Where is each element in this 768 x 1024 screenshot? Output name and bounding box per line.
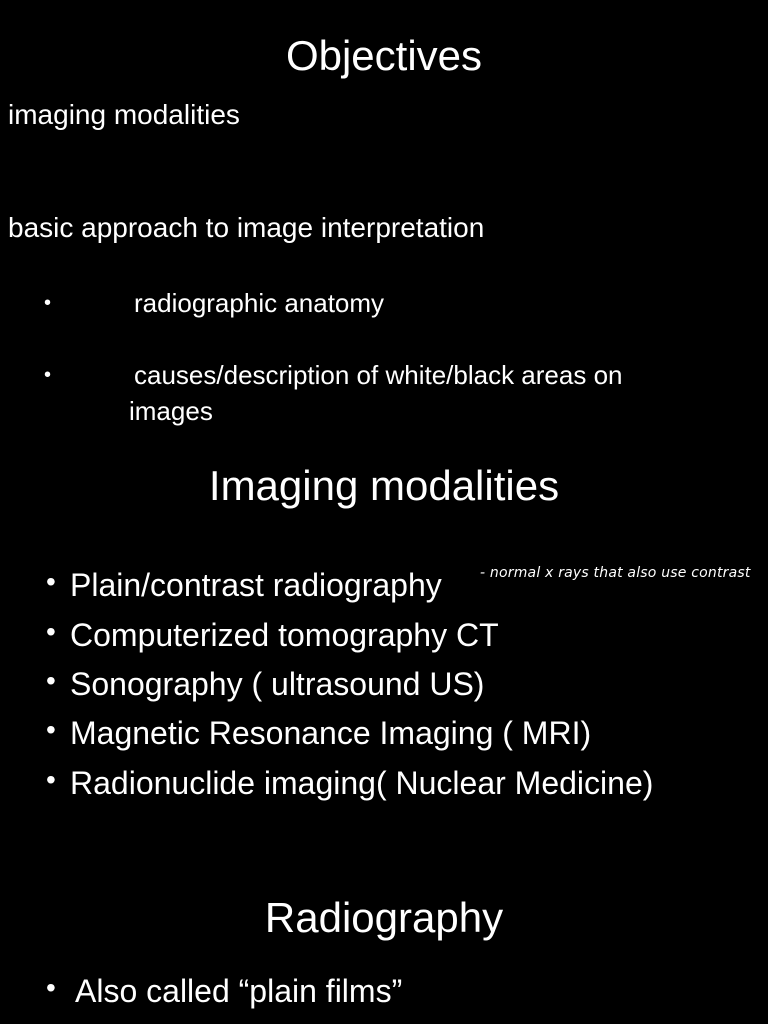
radiography-item-also-called-plain-films: Also called “plain films” bbox=[75, 973, 403, 1009]
handwritten-annotation: - normal x rays that also use contrast bbox=[480, 565, 751, 581]
modalities-bullet-1: • bbox=[46, 566, 56, 597]
radiography-bullet-1: • bbox=[46, 972, 56, 1003]
objectives-sub-item-causes-line2: images bbox=[129, 396, 213, 426]
modalities-bullet-5: • bbox=[46, 764, 56, 795]
modalities-item-plain-contrast-radiography: Plain/contrast radiography bbox=[70, 567, 442, 603]
modalities-item-mri: Magnetic Resonance Imaging ( MRI) bbox=[70, 715, 592, 751]
modalities-item-radionuclide-imaging: Radionuclide imaging( Nuclear Medicine) bbox=[70, 765, 654, 801]
modalities-item-computerized-tomography: Computerized tomography CT bbox=[70, 617, 499, 653]
modalities-bullet-2: • bbox=[46, 616, 56, 647]
objectives-line-imaging-modalities: imaging modalities bbox=[8, 99, 240, 130]
objectives-sub-item-causes-line1: causes/description of white/black areas on bbox=[134, 360, 623, 390]
modalities-bullet-3: • bbox=[46, 665, 56, 696]
objectives-title: Objectives bbox=[285, 32, 483, 79]
objectives-sub-item-radiographic-anatomy: radiographic anatomy bbox=[134, 288, 385, 318]
modalities-bullet-4: • bbox=[46, 714, 56, 745]
objectives-line-basic-approach: basic approach to image interpretation bbox=[8, 212, 485, 243]
radiography-title: Radiography bbox=[264, 894, 504, 941]
objectives-sub-bullet-2: • bbox=[44, 364, 52, 386]
modalities-title: Imaging modalities bbox=[208, 462, 560, 509]
objectives-sub-bullet-1: • bbox=[44, 292, 52, 314]
modalities-item-sonography: Sonography ( ultrasound US) bbox=[70, 666, 485, 702]
